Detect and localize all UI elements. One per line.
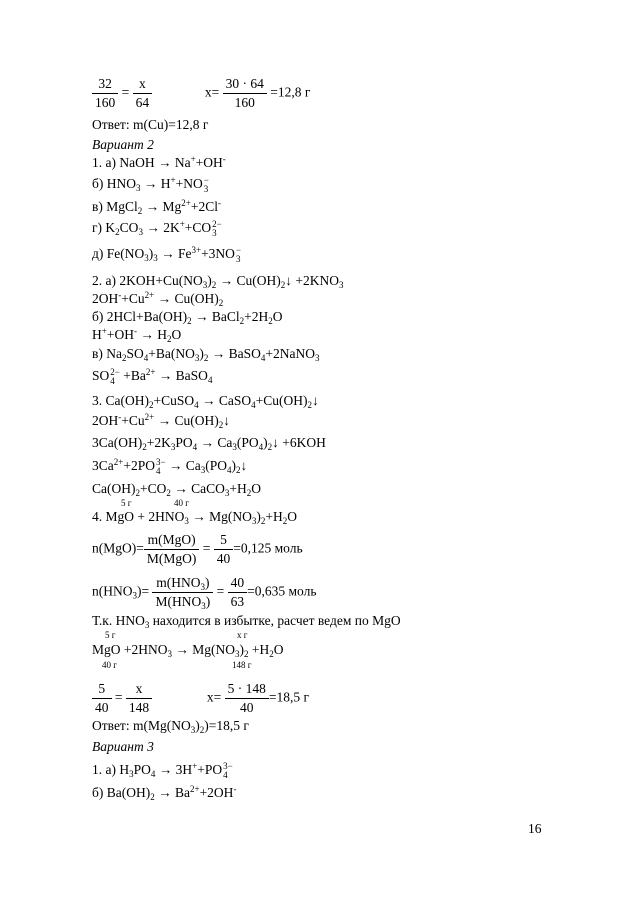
fraction: $\frac{5}{40}$	[214, 532, 234, 567]
fraction: $\frac{\text{m(MgO)}}{\text{M(MgO)}}$	[144, 532, 200, 567]
fraction: $\frac{30 \cdot 64}{160}$	[223, 76, 267, 111]
calculation-line: $n(HNO_3)=$ $\frac{m(HNO_3)}{M(HNO_3)}$ = $\frac{40}{63}$ =0,635 моль	[92, 575, 317, 611]
mass-annotation: 5 г	[121, 498, 132, 508]
page-number: 16	[528, 821, 542, 836]
proportion-line: $\frac{5}{40}$ = $\frac{x}{148}$ x= $\frac{5 \cdot 148}{40}$ =18,5 г	[92, 681, 309, 716]
answer-line: Ответ: $m(Mg(NO_3)_2)=18,5$ г	[92, 718, 249, 735]
equation-line: $Ca(OH)_2+CO_2$ → $CaCO_3+H_2O$	[92, 481, 261, 498]
equation-line: 3. $Ca(OH)_2+CuSO_4$ → $CaSO_4+Cu(OH)_2↓$	[92, 393, 319, 410]
text-line: Т.к. $HNO_3$ находится в избытке, расчет ведем по MgO	[92, 613, 401, 630]
answer-line: Ответ: m(Cu)=12,8 г	[92, 117, 209, 132]
equation-line: $3Ca^{2+}+2PO$ 3− 4 → $Ca_3(PO_4)_2↓$	[92, 457, 248, 476]
fraction: $\frac{5 \cdot 148}{40}$	[225, 681, 269, 716]
equation-line: б) $HNO_3 \to H^++NO$ − 3	[92, 175, 209, 194]
equation-line: г) $K_2CO_3 \to 2K^++CO$ 2− 3	[92, 219, 222, 238]
equation-line: 2. а) $2KOH+Cu(NO_3)_2$ → $Cu(OH)_2↓ +2KNO_3$	[92, 273, 344, 290]
fraction: $\frac{x}{64}$	[133, 76, 153, 111]
fraction: $\frac{x}{148}$	[126, 681, 152, 716]
fraction: $\frac{5}{40}$	[92, 681, 112, 716]
equation-line: в) MgCl$_2$ → $Mg^{2+}+2Cl^-$	[92, 198, 221, 216]
proportion-line: $\frac{32}{160}$ = $\frac{x}{64}$ x= $\frac{30 \cdot 64}{160}$ =12,8 г	[92, 76, 310, 111]
equation-line: в) $Na_2SO_4+Ba(NO_3)_2$ → BaSO$_4$+2NaNO$_3$	[92, 346, 320, 363]
equation-line: $3Ca(OH)_2+2K_3PO_4$ → $Ca_3(PO_4)_2↓ +6KOH$	[92, 435, 326, 452]
equation-line: 4. MgO + $2HNO_3 \to Mg(NO_3)_2+H_2O$	[92, 509, 297, 526]
mass-annotation: 5 г	[105, 630, 116, 640]
fraction: $\frac{m(HNO_3)}{M(HNO_3)}$	[152, 575, 213, 610]
mass-annotation: 148 г	[232, 660, 252, 670]
mass-annotation: 40 г	[174, 498, 189, 508]
calculation-line: n(MgO)= $\frac{\text{m(MgO)}}{\text{M(MgO)}}$ = $\frac{5}{40}$ =0,125 моль	[92, 532, 303, 566]
equation-line: 1. а) $H_3PO_4 \to 3H^++PO$ 3− 4	[92, 761, 233, 780]
equation-line: $H^++OH^- \to H_2O$	[92, 326, 182, 344]
equation-line: $2OH^-+Cu^{2+} \to Cu(OH)_2$	[92, 290, 224, 308]
equation-line: MgO $+2HNO_3 \to Mg(NO_3)_2 +H_2O$	[92, 642, 284, 659]
mass-annotation: 40 г	[102, 660, 117, 670]
mass-annotation: x г	[237, 630, 248, 640]
equation-line: д) $Fe(NO_3)_3 \to Fe^{3+}+3NO$ − 3	[92, 245, 242, 264]
fraction: $\frac{40}{63}$	[228, 575, 248, 610]
equation-line: 1. а) NaOH → Na++OH-	[92, 154, 226, 170]
variant-heading: Вариант 2	[92, 137, 154, 152]
equation-line: б) $Ba(OH)_2 \to Ba^{2+}+2OH^-$	[92, 784, 237, 802]
equation-line: б) $2HCl+Ba(OH)_2$ → $BaCl_2+2H_2O$	[92, 309, 283, 326]
equation-line: SO 2− 4 $+Ba^{2+}$ → BaSO$_4$	[92, 367, 213, 386]
variant-heading: Вариант 3	[92, 739, 154, 754]
equation-line: $2OH^-+Cu^{2+}$ → $Cu(OH)_2↓$	[92, 412, 230, 430]
fraction: $\frac{32}{160}$	[92, 76, 118, 111]
